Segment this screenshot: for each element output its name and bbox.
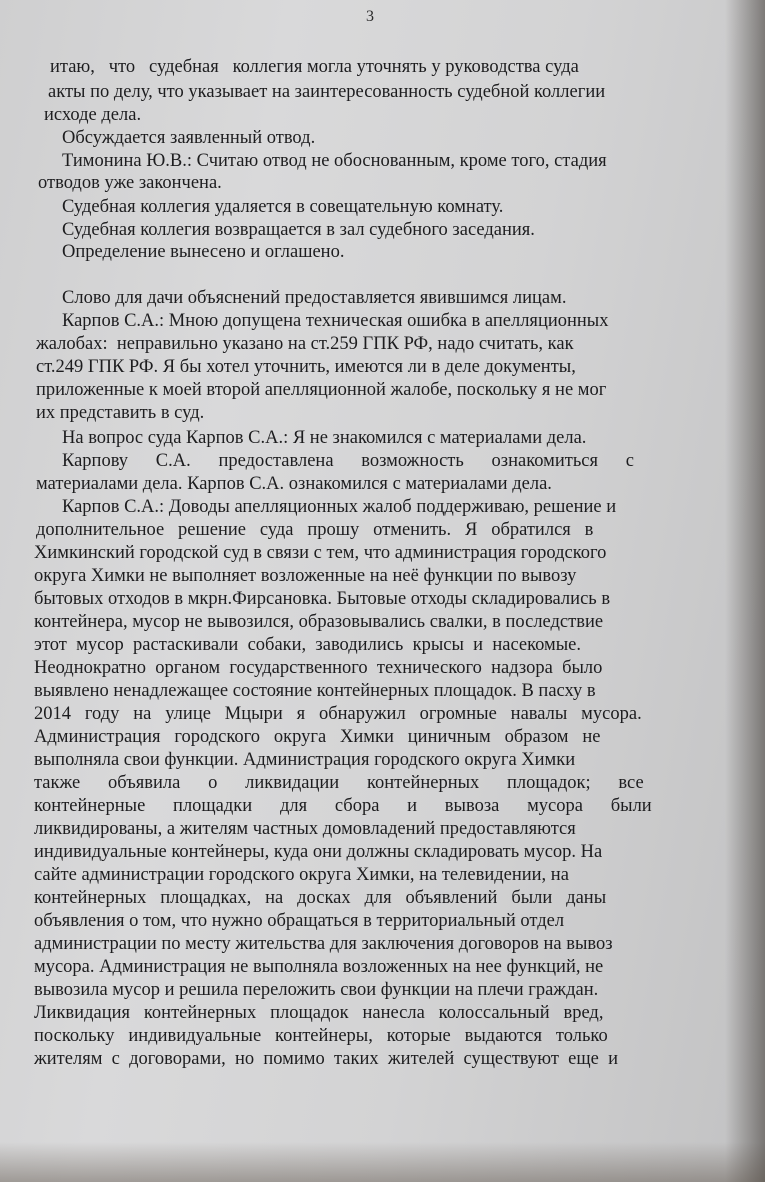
text-line: акты по делу, что указывает на заинтересованность судебной коллегии <box>48 82 606 102</box>
text-line: Слово для дачи объяснений предоставляется явившимся лицам. <box>62 288 567 308</box>
text-line: На вопрос суда Карпов С.А.: Я не знакомился с материалами дела. <box>62 428 587 448</box>
text-line: Химкинский городской суд в связи с тем, что администрация городского <box>34 543 607 563</box>
text-line: Тимонина Ю.В.: Считаю отвод не обоснованным, кроме того, стадия <box>62 151 607 171</box>
text-line: жалобах: неправильно указано на ст.259 ГПК РФ, надо считать, как <box>36 334 574 354</box>
text-line: исходе дела. <box>44 105 142 125</box>
text-line: поскольку индивидуальные контейнеры, которые выдаются только <box>34 1026 608 1046</box>
text-line: Администрация городского округа Химки циничным образом не <box>34 727 601 747</box>
text-line: Карпов С.А.: Доводы апелляционных жалоб поддерживаю, решение и <box>62 497 617 517</box>
page-number: 3 <box>366 8 374 25</box>
text-line: контейнерные площадки для сбора и вывоза мусора были <box>34 796 652 816</box>
text-line: отводов уже закончена. <box>38 173 222 193</box>
text-line: этот мусор растаскивали собаки, заводились крысы и насекомые. <box>34 635 582 655</box>
text-line: сайте администрации городского округа Химки, на телевидении, на <box>34 865 569 885</box>
text-line: Карпов С.А.: Мною допущена техническая ошибка в апелляционных <box>62 311 609 331</box>
text-line: мусора. Администрация не выполняла возложенных на нее функций, не <box>34 957 604 977</box>
page-shadow-right <box>725 0 765 1182</box>
text-line: Судебная коллегия возвращается в зал судебного заседания. <box>62 220 535 240</box>
text-line: 2014 году на улице Мцыри я обнаружил огромные навалы мусора. <box>34 704 642 724</box>
text-line: контейнера, мусор не вывозился, образовывались свалки, в последствие <box>34 612 604 632</box>
text-line: индивидуальные контейнеры, куда они должны складировать мусор. На <box>34 842 603 862</box>
text-line: выполняла свои функции. Администрация городского округа Химки <box>34 750 576 770</box>
text-line: приложенные к моей второй апелляционной жалобе, поскольку я не мог <box>36 380 607 400</box>
text-line: их представить в суд. <box>36 403 205 423</box>
text-line: ст.249 ГПК РФ. Я бы хотел уточнить, имеются ли в деле документы, <box>36 357 576 377</box>
text-line: Судебная коллегия удаляется в совещательную комнату. <box>62 197 504 217</box>
text-line: округа Химки не выполняет возложенные на неё функции по вывозу <box>34 566 577 586</box>
text-line: Неоднократно органом государственного технического надзора было <box>34 658 603 678</box>
page-shadow-bottom <box>0 1142 765 1182</box>
text-line: выявлено ненадлежащее состояние контейнерных площадок. В пасху в <box>34 681 596 701</box>
text-line: ликвидированы, а жителям частных домовладений предоставляются <box>34 819 576 839</box>
text-line: дополнительное решение суда прошу отменить. Я обратился в <box>36 520 594 540</box>
text-line: Определение вынесено и оглашено. <box>62 242 345 262</box>
text-line: администрации по месту жительства для заключения договоров на вывоз <box>34 934 613 954</box>
text-line: жителям с договорами, но помимо таких жителей существуют еще и <box>34 1049 618 1069</box>
text-line: Ликвидация контейнерных площадок нанесла колоссальный вред, <box>34 1003 604 1023</box>
text-line: вывозила мусор и решила переложить свои функции на плечи граждан. <box>34 980 599 1000</box>
text-line: бытовых отходов в мкрн.Фирсановка. Бытовые отходы складировались в <box>34 589 611 609</box>
text-line: Обсуждается заявленный отвод. <box>62 128 316 148</box>
text-line: контейнерных площадках, на досках для объявлений были даны <box>34 888 607 908</box>
text-line: итаю, что судебная коллегия могла уточнять у руководства суда <box>50 57 579 77</box>
text-line: Карпову С.А. предоставлена возможность ознакомиться с <box>62 451 634 471</box>
text-line: материалами дела. Карпов С.А. ознакомился с материалами дела. <box>36 474 552 494</box>
text-line: также объявила о ликвидации контейнерных площадок; все <box>34 773 644 793</box>
text-line: объявления о том, что нужно обращаться в территориальный отдел <box>34 911 565 931</box>
